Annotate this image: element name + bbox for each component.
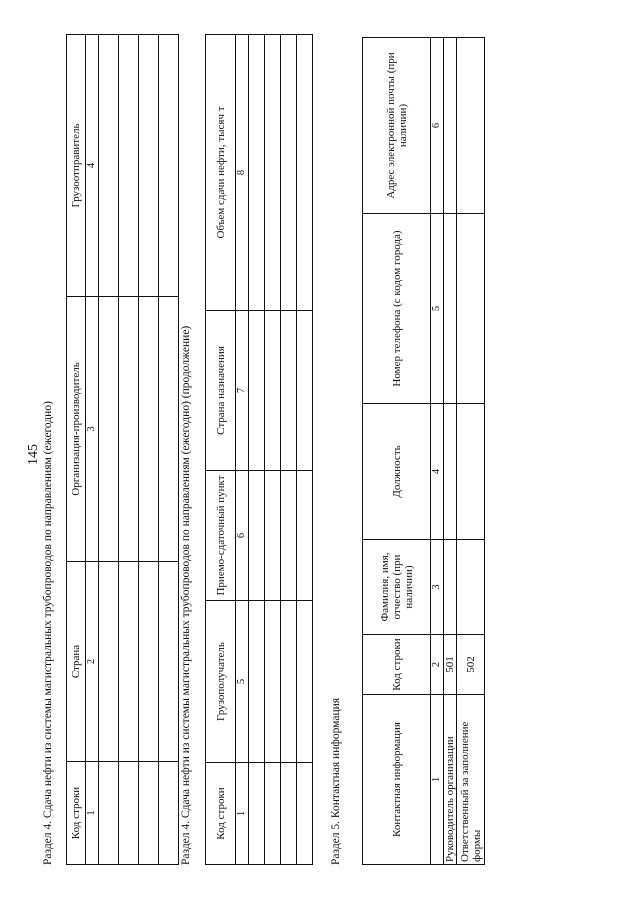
table-header-row bbox=[206, 35, 236, 865]
column-number: 4 bbox=[431, 404, 444, 540]
header-cell: Грузополучатель bbox=[206, 601, 236, 763]
header-cell: Код строки bbox=[206, 763, 236, 865]
table-row bbox=[249, 35, 265, 865]
row-code: 501 bbox=[444, 635, 457, 695]
column-number-row bbox=[236, 35, 249, 865]
table-row bbox=[265, 35, 281, 865]
row-code: 502 bbox=[457, 635, 485, 695]
header-cell: Приемо-сдаточный пункт bbox=[206, 471, 236, 601]
table-row bbox=[444, 38, 457, 865]
table-row bbox=[139, 35, 159, 865]
page-number: 145 bbox=[26, 444, 41, 465]
column-number: 5 bbox=[236, 601, 249, 763]
column-number: 8 bbox=[236, 35, 249, 311]
section4-title: Раздел 4. Сдача нефти из системы магистральных трубопроводов по направлениям (ежегодно) bbox=[42, 401, 54, 865]
section4-cont-title: Раздел 4. Сдача нефти из системы магистральных трубопроводов по направлениям (ежегодно) (продолжение) bbox=[180, 325, 192, 865]
column-number: 7 bbox=[236, 311, 249, 471]
table-header-row bbox=[363, 38, 431, 865]
header-cell: Адрес электронной почты (при наличии) bbox=[363, 38, 431, 214]
header-cell: Фамилия, имя, отчество (при наличии) bbox=[363, 540, 431, 635]
section4-cont-table bbox=[205, 34, 313, 865]
header-cell: Должность bbox=[363, 404, 431, 540]
section5-title: Раздел 5. Контактная информация bbox=[330, 697, 342, 865]
table-header-row bbox=[67, 35, 86, 865]
column-number: 5 bbox=[431, 214, 444, 404]
header-cell: Контактная информация bbox=[363, 695, 431, 865]
table-row bbox=[119, 35, 139, 865]
table-row bbox=[99, 35, 119, 865]
column-number: 3 bbox=[431, 540, 444, 635]
table-row bbox=[457, 38, 485, 865]
column-number: 3 bbox=[86, 297, 99, 562]
column-number: 4 bbox=[86, 35, 99, 297]
column-number: 1 bbox=[431, 695, 444, 865]
header-cell: Грузоотправитель bbox=[67, 35, 86, 297]
column-number: 1 bbox=[86, 762, 99, 865]
column-number: 2 bbox=[86, 562, 99, 762]
row-label: Руководитель организации bbox=[444, 695, 457, 865]
table-row bbox=[281, 35, 297, 865]
table-row bbox=[297, 35, 313, 865]
contact-info-table bbox=[362, 37, 485, 865]
column-number: 6 bbox=[431, 38, 444, 214]
section4-table bbox=[66, 34, 179, 865]
column-number-row bbox=[431, 38, 444, 865]
header-cell: Страна bbox=[67, 562, 86, 762]
row-label: Ответственный за заполнение формы bbox=[457, 695, 485, 865]
column-number: 1 bbox=[236, 763, 249, 865]
header-cell: Организация-производитель bbox=[67, 297, 86, 562]
header-cell: Код строки bbox=[363, 635, 431, 695]
column-number: 6 bbox=[236, 471, 249, 601]
header-cell: Объем сдачи нефти, тысяч т bbox=[206, 35, 236, 311]
column-number: 2 bbox=[431, 635, 444, 695]
column-number-row bbox=[86, 35, 99, 865]
header-cell: Номер телефона (с кодом города) bbox=[363, 214, 431, 404]
header-cell: Страна назначения bbox=[206, 311, 236, 471]
header-cell: Код строки bbox=[67, 762, 86, 865]
table-row bbox=[159, 35, 179, 865]
